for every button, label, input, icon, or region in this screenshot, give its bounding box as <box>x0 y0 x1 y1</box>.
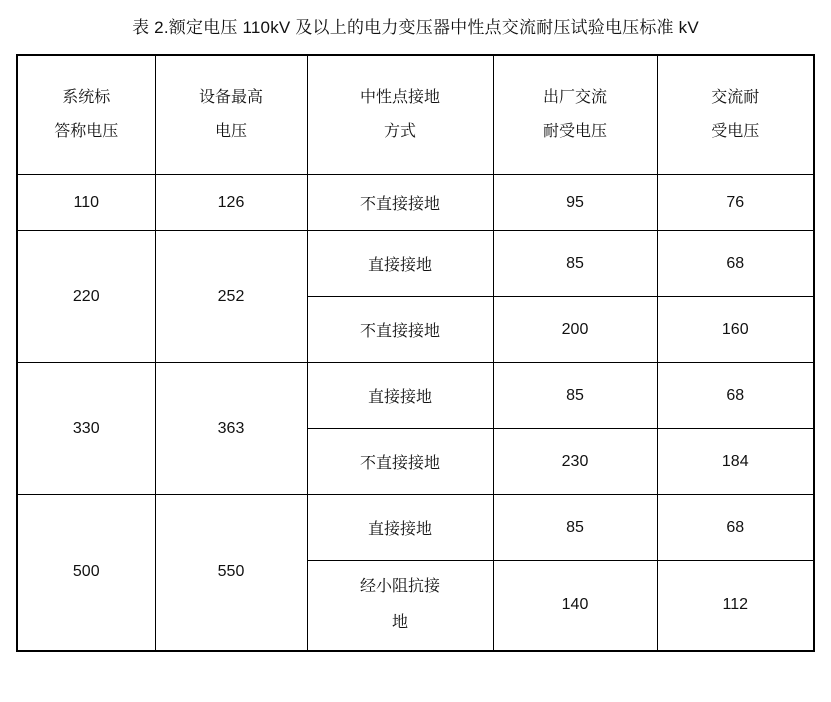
cell-grounding-method: 不直接接地 <box>307 175 493 231</box>
header-system-voltage <box>17 55 155 175</box>
cell-system-voltage: 330 <box>17 363 155 495</box>
header-max-equipment-voltage <box>155 55 307 175</box>
cell-max-equipment-voltage: 126 <box>155 175 307 231</box>
cell-system-voltage: 500 <box>17 495 155 651</box>
cell-ac-withstand: 184 <box>657 429 814 495</box>
cell-ac-withstand: 112 <box>657 561 814 651</box>
cell-ac-withstand: 68 <box>657 231 814 297</box>
table-header-row <box>17 55 814 175</box>
cell-max-equipment-voltage: 252 <box>155 231 307 363</box>
cell-system-voltage: 110 <box>17 175 155 231</box>
cell-ac-withstand: 160 <box>657 297 814 363</box>
cell-grounding-method <box>307 561 493 651</box>
table-row <box>17 231 814 297</box>
cell-grounding-method: 不直接接地 <box>307 429 493 495</box>
header-system-voltage-line1: 系统标 <box>62 89 111 106</box>
cell-max-equipment-voltage: 363 <box>155 363 307 495</box>
cell-grounding-method: 直接接地 <box>307 495 493 561</box>
header-grounding-method-line2: 方式 <box>383 123 416 140</box>
cell-factory-ac: 230 <box>493 429 657 495</box>
table-row <box>17 495 814 561</box>
cell-grounding-method-line1: 经小阻抗接 <box>359 578 440 596</box>
voltage-standard-table <box>16 54 815 652</box>
cell-factory-ac: 85 <box>493 231 657 297</box>
table-row <box>17 363 814 429</box>
cell-grounding-method-line2: 地 <box>391 614 408 632</box>
header-grounding-method-line1: 中性点接地 <box>359 89 440 106</box>
cell-factory-ac: 200 <box>493 297 657 363</box>
header-ac-withstand-line1: 交流耐 <box>711 89 760 106</box>
cell-grounding-method: 直接接地 <box>307 363 493 429</box>
cell-ac-withstand: 68 <box>657 363 814 429</box>
cell-factory-ac: 95 <box>493 175 657 231</box>
header-factory-ac-withstand-line2: 耐受电压 <box>542 123 607 140</box>
header-ac-withstand <box>657 55 814 175</box>
table-row <box>17 175 814 231</box>
cell-ac-withstand: 76 <box>657 175 814 231</box>
cell-factory-ac: 140 <box>493 561 657 651</box>
header-ac-withstand-line2: 受电压 <box>711 123 760 140</box>
header-factory-ac-withstand-line1: 出厂交流 <box>542 89 607 106</box>
cell-grounding-method: 不直接接地 <box>307 297 493 363</box>
cell-max-equipment-voltage: 550 <box>155 495 307 651</box>
table-header <box>17 55 814 175</box>
header-factory-ac-withstand <box>493 55 657 175</box>
header-max-equipment-voltage-line1: 设备最高 <box>198 89 263 106</box>
header-grounding-method <box>307 55 493 175</box>
cell-ac-withstand: 68 <box>657 495 814 561</box>
cell-grounding-method: 直接接地 <box>307 231 493 297</box>
cell-factory-ac: 85 <box>493 363 657 429</box>
header-system-voltage-line2: 答称电压 <box>54 123 119 140</box>
table-body <box>17 175 814 651</box>
header-max-equipment-voltage-line2: 电压 <box>214 123 247 140</box>
cell-factory-ac: 85 <box>493 495 657 561</box>
table-container <box>0 54 831 652</box>
cell-system-voltage: 220 <box>17 231 155 363</box>
table-caption: 表 2.额定电压 110kV 及以上的电力变压器中性点交流耐压试验电压标准 kV <box>132 18 699 37</box>
